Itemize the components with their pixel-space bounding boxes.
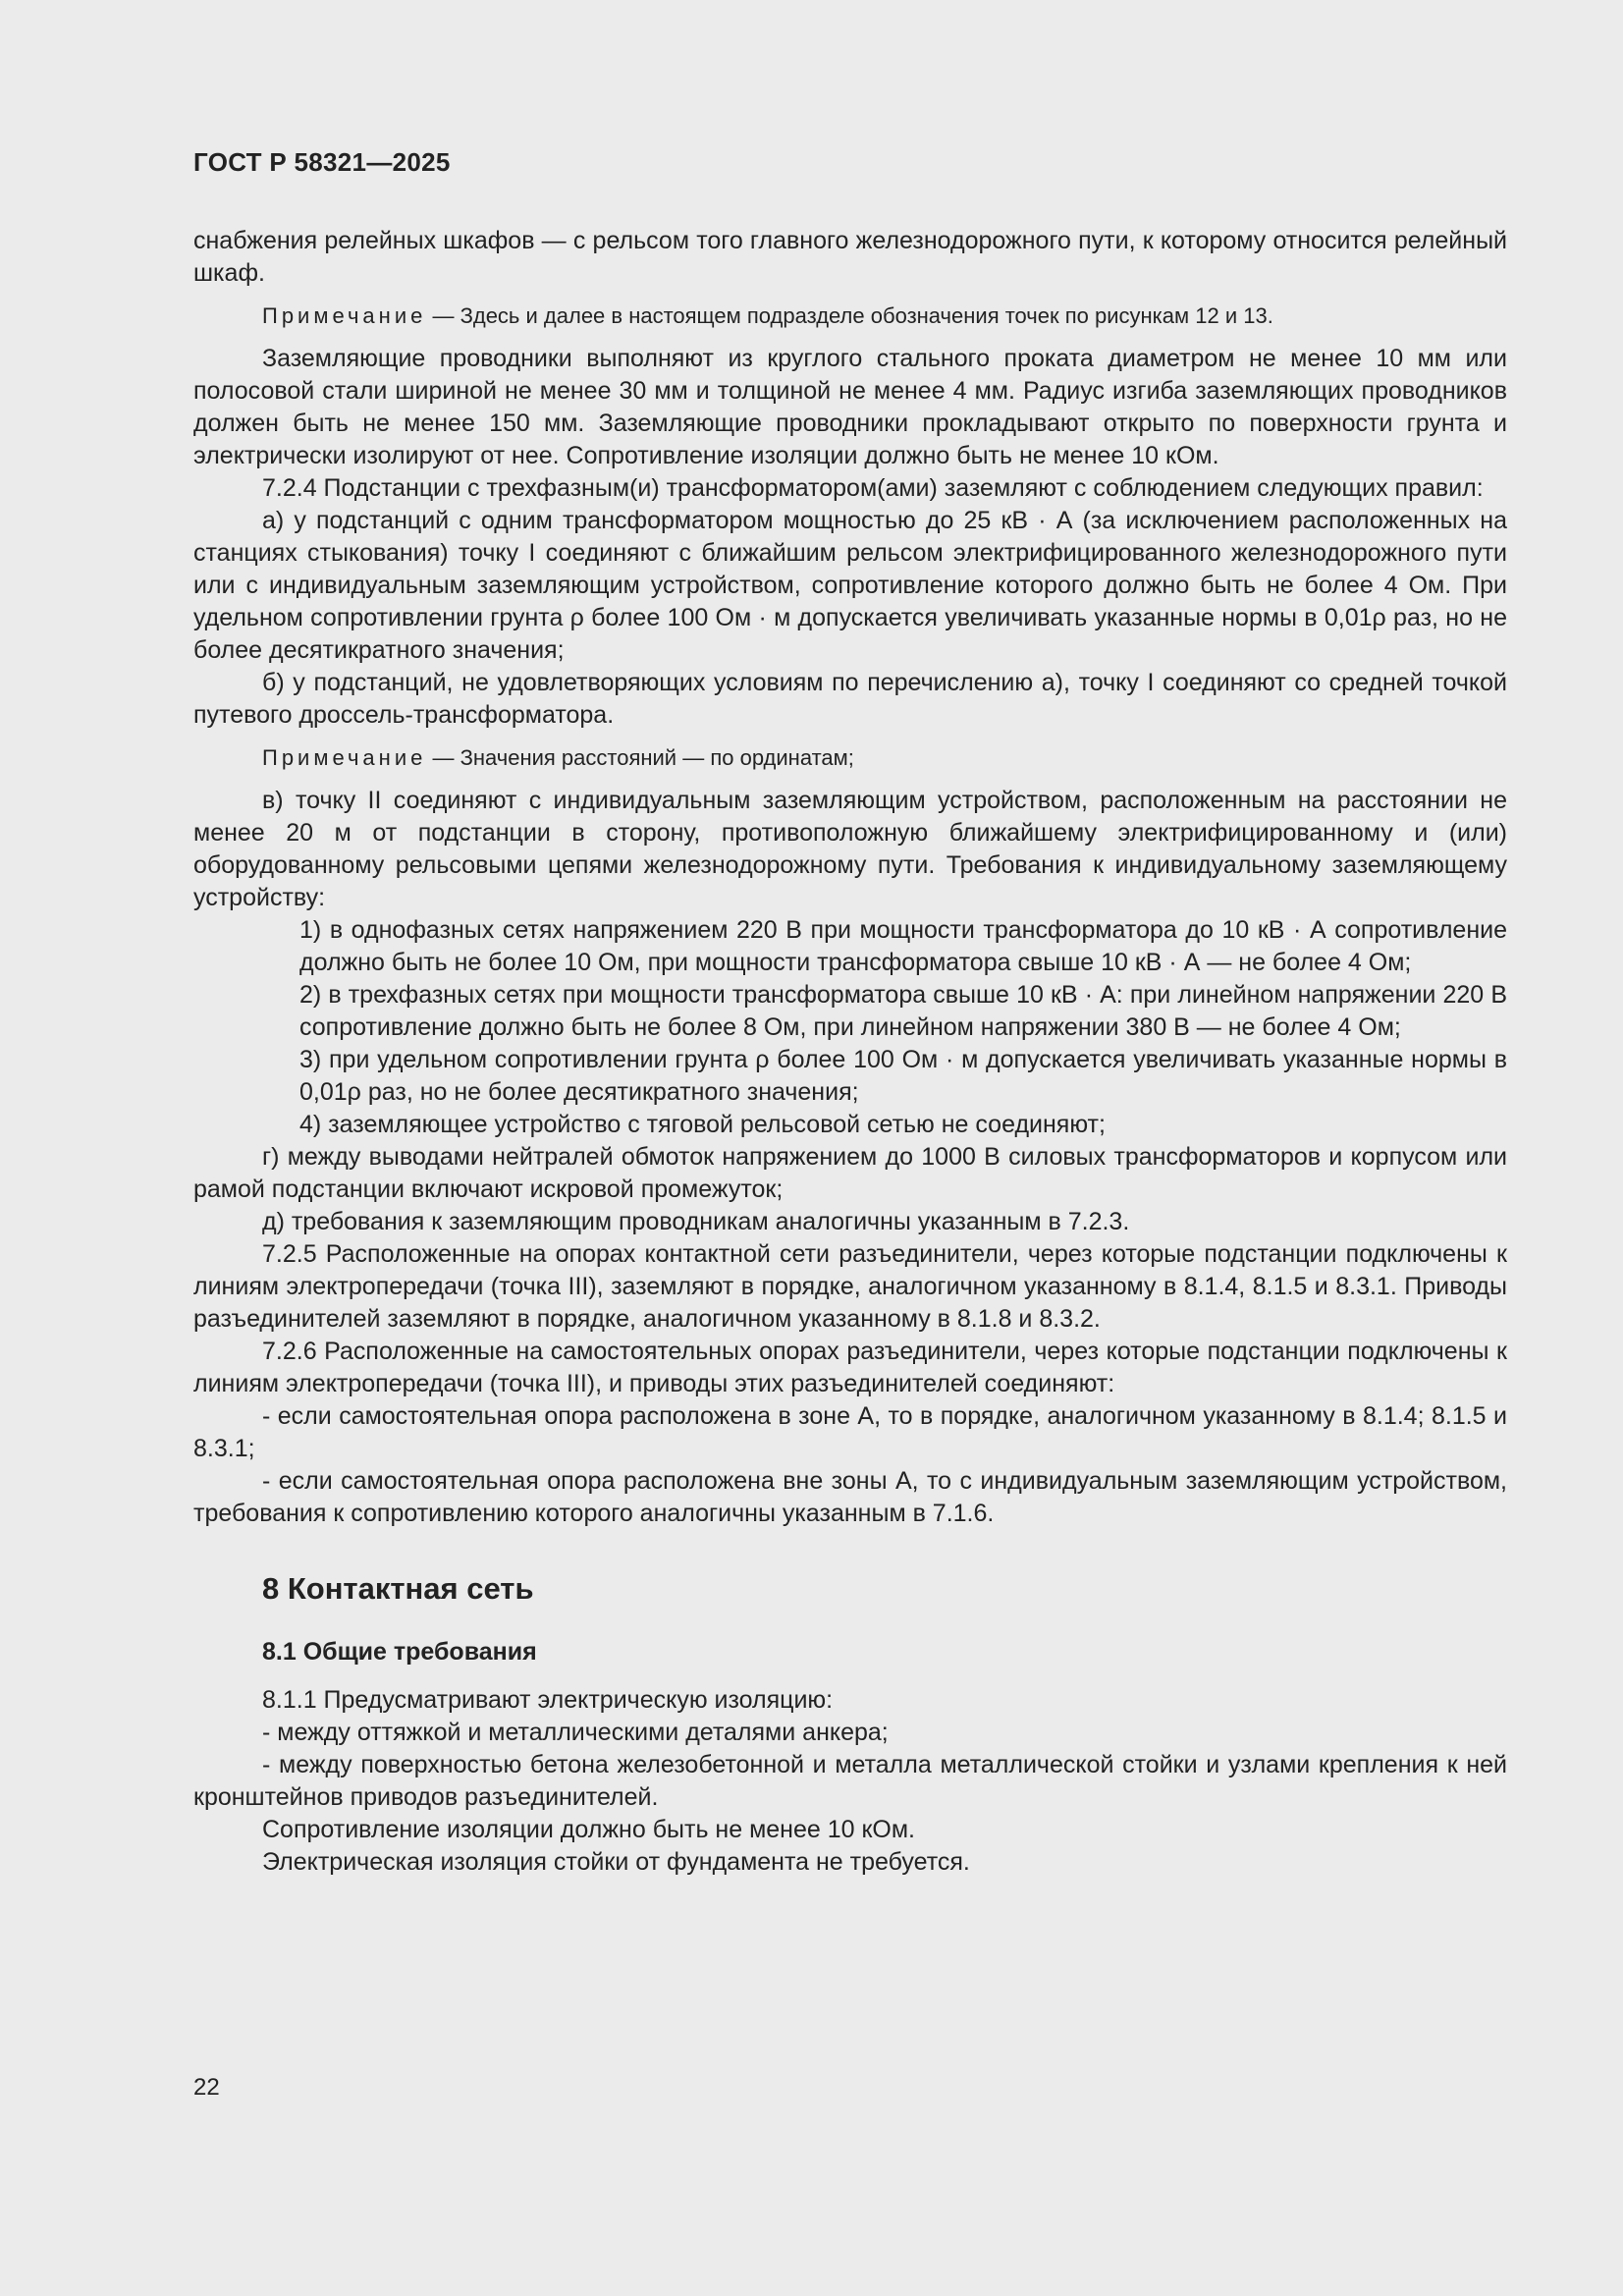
note-label: Примечание — [262, 745, 427, 770]
document-body — [193, 225, 1507, 1879]
list-item: г) между выводами нейтралей обмоток напряжением до 1000 В силовых трансформаторов и корпусом или рамой подстанции включают искровой промежуток; — [193, 1143, 1507, 1203]
document-header: ГОСТ Р 58321—2025 — [193, 147, 451, 177]
section-heading: 8 Контактная сеть — [262, 1571, 534, 1606]
paragraph: 7.2.5 Расположенные на опорах контактной сети разъединители, через которые подстанции подключены к линиям электропередачи (точка III), заземляют в порядке, аналогичном указанному в 8.1.4, 8.1.5 и 8.3.1. Приводы разъединителей заземляют в порядке, аналогичном указанному в 8.1.8 и 8.3.2. — [193, 1240, 1507, 1333]
paragraph: 8.1.1 Предусматривают электрическую изоляцию: — [262, 1686, 834, 1714]
sub-list-item: 4) заземляющее устройство с тяговой рельсовой сетью не соединяют; — [299, 1111, 1106, 1138]
note-text: — Значения расстояний — по ординатам; — [426, 745, 854, 770]
sub-list-item: 1) в однофазных сетях напряжением 220 В при мощности трансформатора до 10 кВ · А сопротивление должно быть не более 10 Ом, при мощности трансформатора свыше 10 кВ · А — не более 4 Ом; — [299, 916, 1507, 976]
paragraph: 7.2.6 Расположенные на самостоятельных опорах разъединители, через которые подстанции подключены к линиям электропередачи (точка III), и приводы этих разъединителей соединяют: — [193, 1338, 1507, 1397]
sub-list-item: 3) при удельном сопротивлении грунта ρ более 100 Ом · м допускается увеличивать указанные нормы в 0,01ρ раз, но не более десятикратного значения; — [299, 1046, 1507, 1106]
paragraph: 7.2.4 Подстанции с трехфазным(и) трансформатором(ами) заземляют с соблюдением следующих правил: — [262, 474, 1484, 502]
paragraph: Сопротивление изоляции должно быть не менее 10 кОм. — [262, 1816, 916, 1843]
paragraph: Электрическая изоляция стойки от фундамента не требуется. — [262, 1848, 970, 1876]
list-item: а) у подстанций с одним трансформатором мощностью до 25 кВ · А (за исключением расположенных на станциях стыкования) точку I соединяют с ближайшим рельсом электрифицированного железнодорожного пути или с индивидуальным заземляющим устройством, сопротивление которого должно быть не более 4 Ом. При удельном сопротивлении грунта ρ более 100 Ом · м допускается увеличивать указанные нормы в 0,01ρ раз, но не более десятикратного значения; — [193, 507, 1507, 664]
note — [262, 743, 1507, 773]
list-item: б) у подстанций, не удовлетворяющих условиям по перечислению а), точку I соединяют со средней точкой путевого дроссель-трансформатора. — [193, 669, 1507, 729]
list-item: в) точку II соединяют с индивидуальным заземляющим устройством, расположенным на расстоянии не менее 20 м от подстанции в сторону, противоположную ближайшему электрифицированному и (или) оборудованному рельсовыми цепями железнодорожному пути. Требования к индивидуальному заземляющему устройству: — [193, 787, 1507, 911]
list-item: - если самостоятельная опора расположена в зоне А, то в порядке, аналогичном указанному в 8.1.4; 8.1.5 и 8.3.1; — [193, 1402, 1507, 1462]
note-text: — Здесь и далее в настоящем подразделе обозначения точек по рисункам 12 и 13. — [426, 303, 1273, 328]
note-label: Примечание — [262, 303, 427, 328]
paragraph: снабжения релейных шкафов — с рельсом того главного железнодорожного пути, к которому относится релейный шкаф. — [193, 227, 1507, 287]
list-item: д) требования к заземляющим проводникам аналогичны указанным в 7.2.3. — [262, 1208, 1130, 1235]
note — [262, 301, 1507, 331]
list-item: - между оттяжкой и металлическими деталями анкера; — [262, 1719, 889, 1746]
paragraph: Заземляющие проводники выполняют из круглого стального проката диаметром не менее 10 мм или полосовой стали шириной не менее 30 мм и толщиной не менее 4 мм. Радиус изгиба заземляющих проводников должен быть не менее 150 мм. Заземляющие проводники прокладывают открыто по поверхности грунта и электрически изолируют от нее. Сопротивление изоляции должно быть не менее 10 кОм. — [193, 345, 1507, 469]
list-item: - между поверхностью бетона железобетонной и металла металлической стойки и узлами крепления к ней кронштейнов приводов разъединителей. — [193, 1751, 1507, 1811]
sub-list-item: 2) в трехфазных сетях при мощности трансформатора свыше 10 кВ · А: при линейном напряжении 220 В сопротивление должно быть не более 8 Ом, при линейном напряжении 380 В — не более 4 Ом; — [299, 981, 1507, 1041]
list-item: - если самостоятельная опора расположена вне зоны А, то с индивидуальным заземляющим устройством, требования к сопротивлению которого аналогичны указанным в 7.1.6. — [193, 1467, 1507, 1527]
subsection-heading: 8.1 Общие требования — [262, 1638, 537, 1666]
page-number: 22 — [193, 2074, 220, 2101]
